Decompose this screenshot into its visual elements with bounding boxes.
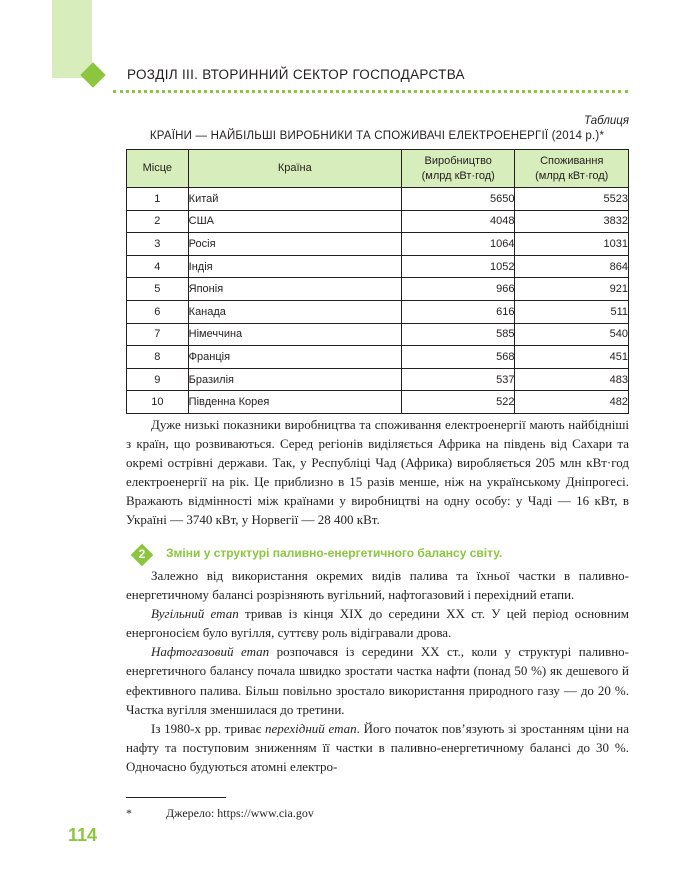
cell-production: 537 <box>401 368 515 391</box>
cell-place: 7 <box>127 323 189 346</box>
cell-production: 5650 <box>401 188 515 211</box>
term-transition-stage: перехідний етап <box>265 720 357 736</box>
cell-consumption: 483 <box>515 368 629 391</box>
cell-production: 1064 <box>401 233 515 256</box>
table-title: КРАЇНИ — НАЙБІЛЬШІ ВИРОБНИКИ ТА СПОЖИВАЧІ ЕЛЕКТРОЕНЕРГІЇ (2014 р.)* <box>149 130 605 142</box>
cell-consumption: 1031 <box>515 233 629 256</box>
cell-place: 4 <box>127 255 189 278</box>
cell-consumption: 3832 <box>515 210 629 233</box>
cell-country: Китай <box>188 188 401 211</box>
cell-country: Південна Корея <box>188 391 401 414</box>
paragraph-coal-text: тривав із кінця ХІХ до середини ХХ ст. У цей період основним енергоносієм було вугілля, суттєву роль відігравали дрова. <box>126 606 629 641</box>
cell-country: Росія <box>188 233 401 256</box>
cell-place: 3 <box>127 233 189 256</box>
table-row <box>127 210 629 233</box>
header-production-unit: (млрд кВт·год) <box>421 169 495 182</box>
cell-production: 4048 <box>401 210 515 233</box>
table-row <box>127 188 629 211</box>
cell-place: 5 <box>127 278 189 301</box>
section-body <box>126 566 629 776</box>
cell-country: Японія <box>188 278 401 301</box>
table-row <box>127 391 629 414</box>
table-row <box>127 323 629 346</box>
header-country: Країна <box>188 150 401 188</box>
table-row <box>127 368 629 391</box>
table-caption: Таблиця <box>584 115 629 127</box>
header-divider <box>113 90 628 93</box>
header-consumption <box>515 150 629 188</box>
header-consumption-label: Споживання <box>540 154 604 167</box>
cell-country: Канада <box>188 300 401 323</box>
electricity-table <box>126 149 629 414</box>
table-row <box>127 300 629 323</box>
cell-consumption: 5523 <box>515 188 629 211</box>
footnote-divider <box>126 797 226 798</box>
cell-place: 1 <box>127 188 189 211</box>
header-production-label: Виробництво <box>424 154 492 167</box>
cell-production: 1052 <box>401 255 515 278</box>
chapter-title: РОЗДІЛ ІІІ. ВТОРИННИЙ СЕКТОР ГОСПОДАРСТВА <box>127 67 465 82</box>
header-place: Місце <box>127 150 189 188</box>
page-number: 114 <box>68 825 98 845</box>
cell-consumption: 451 <box>515 346 629 369</box>
cell-country: Франція <box>188 346 401 369</box>
paragraph-transition-stage <box>126 719 629 776</box>
footnote-mark: * <box>126 806 132 820</box>
footnote-text: Джерело: https://www.cia.gov <box>166 806 314 820</box>
cell-place: 10 <box>127 391 189 414</box>
cell-consumption: 482 <box>515 391 629 414</box>
paragraph-oil-gas-text: розпочався із середини ХХ ст., коли у структурі паливно-енергетичного балансу почала швидко зростати частка нафти (понад 50 %) як дешевого й ефективного палива. Більш повільно зростало використання природного газу — до 20 %. Частка вугілля зменшилася до третини. <box>126 644 629 717</box>
cell-production: 966 <box>401 278 515 301</box>
section-title: Зміни у структурі паливно-енергетичного балансу світу. <box>166 546 503 560</box>
cell-production: 568 <box>401 346 515 369</box>
cell-production: 616 <box>401 300 515 323</box>
cell-place: 6 <box>127 300 189 323</box>
cell-production: 585 <box>401 323 515 346</box>
paragraph-text: Дуже низькі показники виробництва та споживання електроенергії мають найбідніші з країн, що розвиваються. Серед регіонів виділяється Африка на південь від Сахари та окремі острівні держави. Так, у Республіці Чад (Африка) виробляється 205 млн кВт·год електроенергії на рік. Це приблизно в 15 разів менше, ніж на українському Дніпрогесі. Вражають відмінності між країнами у виробництві на одну особу: у Чаді — 16 кВт, в Україні — 3740 кВт, у Норвегії — 28 400 кВт. <box>126 417 629 528</box>
cell-consumption: 921 <box>515 278 629 301</box>
cell-consumption: 864 <box>515 255 629 278</box>
cell-country: Індія <box>188 255 401 278</box>
cell-place: 8 <box>127 346 189 369</box>
paragraph-transition-before: Із 1980-х рр. триває <box>151 720 265 736</box>
paragraph-stages-intro: Залежно від використання окремих видів палива та їхньої частки в паливно-енергетичному балансі розрізняють вугільний, нафтогазовий і перехідний етапи. <box>126 568 629 603</box>
table-row <box>127 278 629 301</box>
cell-consumption: 511 <box>515 300 629 323</box>
cell-country: США <box>188 210 401 233</box>
cell-country: Бразилія <box>188 368 401 391</box>
cell-country: Німеччина <box>188 323 401 346</box>
section-number: 2 <box>138 547 146 561</box>
header-production <box>401 150 515 188</box>
table-row <box>127 255 629 278</box>
paragraph-coal-stage <box>126 604 629 642</box>
term-coal-stage: Вугільний етап <box>151 606 239 622</box>
term-oil-gas-stage: Нафтогазовий етап <box>151 644 270 660</box>
cell-production: 522 <box>401 391 515 414</box>
table-header-row <box>127 150 629 188</box>
header-consumption-unit: (млрд кВт·год) <box>535 169 609 182</box>
table-row <box>127 346 629 369</box>
cell-consumption: 540 <box>515 323 629 346</box>
paragraph-transition-after: . Його початок пов’язують зі зростанням ціни на нафту та поступовим зниженням її частки в паливно-енергетичному балансі до 30 %. Одночасно будуються атомні електро- <box>126 720 629 774</box>
cell-place: 9 <box>127 368 189 391</box>
paragraph-low-indicators <box>126 415 629 530</box>
header-color-block <box>52 0 92 78</box>
section-number-icon <box>132 545 154 567</box>
table-row <box>127 233 629 256</box>
footnote <box>126 806 314 821</box>
cell-place: 2 <box>127 210 189 233</box>
paragraph-oil-gas-stage <box>126 642 629 718</box>
